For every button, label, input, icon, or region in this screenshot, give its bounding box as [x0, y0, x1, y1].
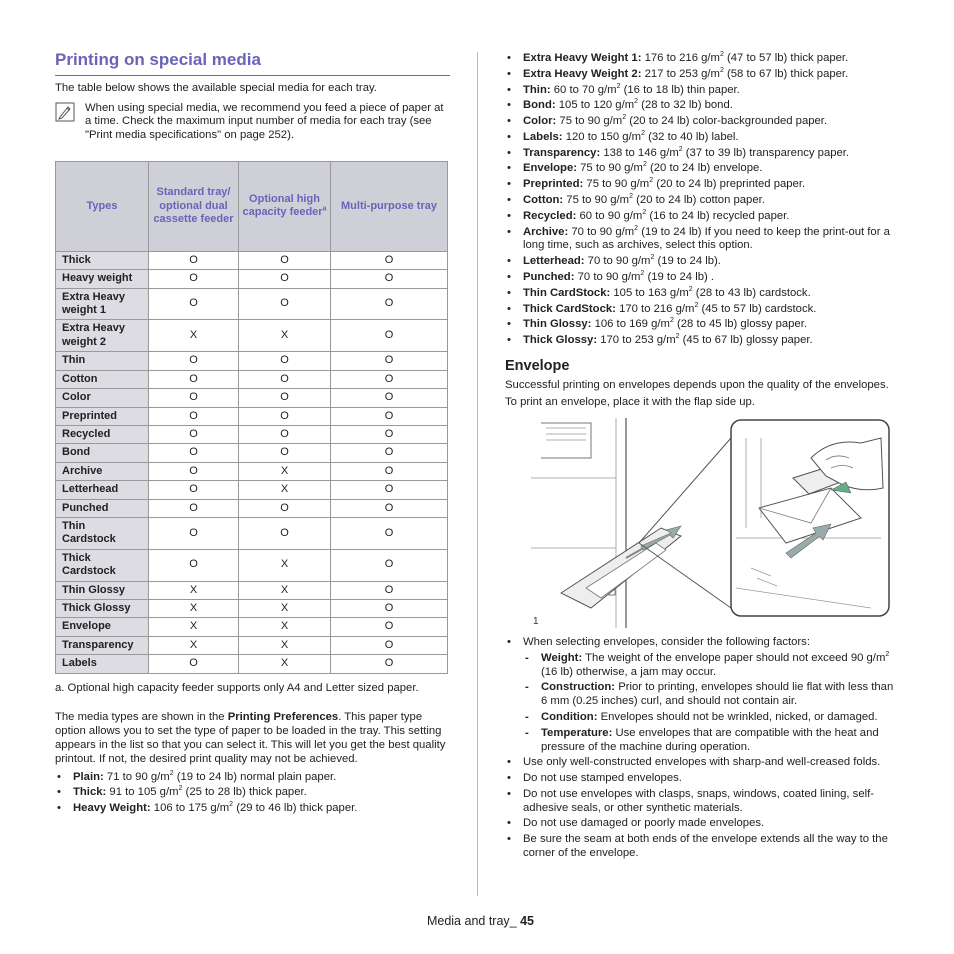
list-item: [505, 178, 900, 192]
media-type-cell: Recycled: [56, 425, 149, 443]
bullet-text-2: (37 to 39 lb) transparency paper.: [682, 146, 850, 159]
superscript: 2: [622, 114, 627, 122]
table-row: [56, 407, 448, 425]
list-item: [505, 334, 900, 348]
support-cell: O: [149, 370, 239, 388]
bullet-text: 106 to 175 g/m: [153, 802, 230, 815]
support-cell: O: [149, 517, 239, 549]
note-pencil-icon: [55, 102, 75, 122]
table-body: [56, 251, 448, 673]
bullet-text-2: (19 to 24 lb) .: [644, 270, 715, 283]
support-cell: O: [331, 407, 448, 425]
bullet-text: 71 to 90 g/m: [106, 770, 170, 783]
list-item: [505, 636, 900, 754]
support-cell: O: [239, 352, 331, 370]
support-cell: X: [239, 581, 331, 599]
bullet-text-2: (19 to 24 lb).: [654, 255, 721, 268]
list-item: [523, 681, 900, 709]
support-cell: O: [331, 425, 448, 443]
envelope-loading-illustration: [531, 418, 891, 628]
bullet-label: Extra Heavy Weight 1:: [523, 52, 642, 64]
left-bullet-list: [55, 771, 450, 816]
support-cell: O: [149, 352, 239, 370]
bullet-text: 75 to 90 g/m: [586, 178, 650, 191]
table-footnote: a. Optional high capacity feeder supports only A4 and Letter sized paper.: [55, 681, 419, 694]
list-item: • Use only well-constructed envelopes with sharp-and well-creased folds.: [505, 756, 900, 770]
support-cell: O: [331, 581, 448, 599]
bullet-text-2: (28 to 43 lb) cardstock.: [692, 286, 811, 299]
bullet-text-2: (29 to 46 lb) thick paper.: [233, 802, 358, 815]
bullet-text: 70 to 90 g/m: [587, 255, 651, 268]
table-row: [56, 270, 448, 288]
list-item: [505, 84, 900, 98]
footer-text: Media and tray_: [426, 914, 517, 928]
bullet-text: 70 to 90 g/m: [571, 225, 635, 238]
support-cell: O: [331, 320, 448, 352]
support-cell: O: [239, 517, 331, 549]
list-item: [505, 131, 900, 145]
support-cell: O: [149, 462, 239, 480]
list-item: [505, 303, 900, 317]
support-cell: O: [331, 270, 448, 288]
bullet-text-2: (47 to 57 lb) thick paper.: [723, 52, 849, 64]
superscript: 2: [169, 769, 174, 777]
list-item: [505, 210, 900, 224]
bullet-label: Thick CardStock:: [523, 302, 616, 315]
bullet-label: Thick:: [73, 786, 107, 799]
bullet-label: Punched:: [523, 270, 575, 283]
factor-label: Temperature:: [541, 726, 613, 739]
list-item: [523, 652, 900, 680]
list-item: [505, 226, 900, 254]
header-types: Types: [56, 161, 149, 251]
bullet-text-2: (16 to 24 lb) recycled paper.: [646, 209, 790, 222]
support-cell: X: [149, 581, 239, 599]
support-cell: O: [239, 499, 331, 517]
table-row: [56, 481, 448, 499]
support-cell: O: [331, 481, 448, 499]
factor-text: Prior to printing, envelopes should lie flat with less than 6 mm (0.25 inches) curl, and should not contain air.: [541, 681, 894, 708]
media-type-cell: Thin Glossy: [56, 581, 149, 599]
superscript: 2: [678, 145, 683, 153]
table-row: [56, 370, 448, 388]
support-cell: O: [331, 251, 448, 269]
support-cell: O: [239, 444, 331, 462]
superscript: 2: [634, 224, 639, 232]
envelope-para-2: To print an envelope, place it with the flap side up.: [505, 396, 755, 409]
superscript: 2: [229, 801, 234, 809]
table-row: [56, 352, 448, 370]
bullet-text: 106 to 169 g/m: [594, 318, 670, 331]
media-type-cell: Letterhead: [56, 481, 149, 499]
bullet-label: Letterhead:: [523, 255, 585, 268]
table-row: [56, 636, 448, 654]
table-row: [56, 599, 448, 617]
superscript: 2: [688, 285, 693, 293]
support-cell: O: [331, 462, 448, 480]
table-row: [56, 549, 448, 581]
media-type-cell: Thin Cardstock: [56, 517, 149, 549]
superscript: 2: [675, 333, 680, 341]
bullet-text-2: (58 to 67 lb) thick paper.: [723, 67, 849, 80]
media-type-cell: Transparency: [56, 636, 149, 654]
bullet-text-2: (19 to 24 lb) normal plain paper.: [173, 770, 337, 783]
media-type-cell: Archive: [56, 462, 149, 480]
note-text: When using special media, we recommend you feed a piece of paper at a time. Check the maximum input number of media for each tray (see "Print media specifications" on page 252).: [85, 101, 444, 142]
support-cell: O: [239, 389, 331, 407]
superscript: 2: [885, 651, 890, 659]
factor-text: Envelopes should not be wrinkled, nicked, or damaged.: [600, 711, 878, 723]
bullet-text-2: (28 to 45 lb) glossy paper.: [673, 318, 807, 331]
support-cell: X: [239, 599, 331, 617]
envelope-heading: Envelope: [505, 357, 570, 374]
support-cell: O: [149, 251, 239, 269]
bullet-text: 91 to 105 g/m: [109, 786, 179, 799]
support-cell: X: [149, 320, 239, 352]
bullet-text: 75 to 90 g/m: [566, 194, 630, 207]
support-cell: O: [331, 389, 448, 407]
media-type-cell: Extra Heavy weight 2: [56, 320, 149, 352]
bullet-label: Plain:: [73, 770, 104, 783]
list-item: [505, 162, 900, 176]
support-cell: O: [331, 444, 448, 462]
superscript: 2: [649, 177, 654, 185]
support-cell: X: [239, 655, 331, 673]
bullet-text-2: (20 to 24 lb) color-backgrounded paper.: [626, 115, 828, 128]
table-row: [56, 462, 448, 480]
support-cell: O: [149, 481, 239, 499]
bullet-text: 176 to 216 g/m: [644, 52, 720, 64]
superscript: 2: [629, 193, 634, 201]
bullet-label: Thick Glossy:: [523, 334, 598, 347]
bullet-text: 217 to 253 g/m: [644, 67, 720, 80]
page-number: 45: [520, 914, 534, 928]
support-cell: O: [149, 425, 239, 443]
list-item: [55, 786, 450, 800]
support-cell: O: [149, 655, 239, 673]
factor-label: Condition:: [541, 711, 598, 723]
media-table: [55, 161, 448, 674]
factors-intro: When selecting envelopes, consider the following factors:: [523, 636, 810, 649]
bullet-text: 60 to 70 g/m: [553, 83, 617, 96]
footnote-mark: a: [322, 205, 327, 213]
support-cell: X: [239, 481, 331, 499]
page-title: Printing on special media: [55, 50, 450, 76]
support-cell: O: [239, 370, 331, 388]
media-type-cell: Bond: [56, 444, 149, 462]
superscript: 2: [178, 785, 183, 793]
media-type-cell: Punched: [56, 499, 149, 517]
bullet-label: Bond:: [523, 99, 556, 112]
bullet-label: Preprinted:: [523, 178, 584, 191]
support-cell: O: [331, 370, 448, 388]
table-row: [56, 581, 448, 599]
header-optional-hcf: [239, 161, 331, 251]
list-item: [505, 147, 900, 161]
support-cell: O: [149, 407, 239, 425]
envelope-factors-list: [505, 636, 900, 754]
superscript: 2: [719, 67, 724, 75]
table-header-row: [56, 161, 448, 251]
support-cell: X: [239, 618, 331, 636]
envelope-para-1: Successful printing on envelopes depends upon the quality of the envelopes.: [505, 378, 889, 391]
list-item: [505, 99, 900, 113]
list-item: [505, 287, 900, 301]
left-column: [55, 50, 450, 818]
list-item: [55, 771, 450, 785]
right-column: [505, 52, 900, 863]
bullet-label: Thin CardStock:: [523, 286, 611, 299]
media-para-text: The media types are shown in the: [55, 711, 228, 724]
superscript: 2: [669, 317, 674, 325]
bullet-text-2: (19 to 24 lb) If you need to keep the print-out for a long time, such as archives, select this option.: [523, 225, 890, 252]
bullet-text-2: (20 to 24 lb) envelope.: [646, 162, 763, 175]
list-item: • Do not use stamped envelopes.: [505, 772, 900, 786]
bullet-text-2: (45 to 57 lb) cardstock.: [698, 302, 817, 315]
bullet-text: 170 to 216 g/m: [619, 302, 695, 315]
table-row: [56, 618, 448, 636]
support-cell: O: [331, 636, 448, 654]
bullet-label: Heavy Weight:: [73, 802, 151, 815]
media-type-cell: Envelope: [56, 618, 149, 636]
superscript: 2: [640, 270, 645, 278]
list-item: [505, 68, 900, 82]
bullet-label: Thin Glossy:: [523, 318, 592, 331]
list-item: [505, 115, 900, 129]
media-type-cell: Color: [56, 389, 149, 407]
factor-text: The weight of the envelope paper should not exceed 90 g/m: [585, 651, 886, 664]
list-item: • Do not use envelopes with clasps, snaps, windows, coated lining, self-adhesive seals, or other synthetic materials.: [505, 788, 900, 816]
superscript: 2: [616, 82, 621, 90]
support-cell: X: [149, 599, 239, 617]
bullet-label: Archive:: [523, 225, 569, 238]
support-cell: O: [239, 288, 331, 320]
media-type-cell: Thick Cardstock: [56, 549, 149, 581]
header-multi-purpose-tray: Multi-purpose tray: [331, 161, 448, 251]
note-box: [55, 102, 450, 143]
media-para-bold: Printing Preferences: [227, 711, 339, 724]
bullet-label: Extra Heavy Weight 2:: [523, 67, 642, 80]
intro-text: The table below shows the available special media for each tray.: [55, 81, 377, 94]
superscript: 2: [694, 301, 699, 309]
support-cell: O: [149, 270, 239, 288]
support-cell: O: [331, 655, 448, 673]
bullet-label: Labels:: [523, 130, 563, 143]
support-cell: O: [149, 288, 239, 320]
bullet-text: 170 to 253 g/m: [600, 334, 676, 347]
bullet-label: Recycled:: [523, 209, 577, 222]
support-cell: O: [331, 499, 448, 517]
superscript: 2: [642, 209, 647, 217]
bullet-text-2: (20 to 24 lb) preprinted paper.: [653, 178, 806, 191]
support-cell: O: [149, 444, 239, 462]
bullet-text-2: (32 to 40 lb) label.: [644, 130, 739, 143]
list-item: [505, 271, 900, 285]
factor-text-2: (16 lb) otherwise, a jam may occur.: [541, 665, 717, 678]
bullet-text: 138 to 146 g/m: [603, 146, 679, 159]
bullet-text: 105 to 120 g/m: [558, 99, 635, 112]
support-cell: O: [149, 499, 239, 517]
list-item: [523, 711, 900, 725]
media-para-text-2: . This paper type option allows you to set the type of paper to be loaded in the tray. This setting appears in the list so that you can select it. This will let you get the best quality printout. If not, the desired print quality may not be achieved.: [55, 711, 446, 765]
bullet-label: Transparency:: [523, 146, 601, 159]
media-type-cell: Heavy weight: [56, 270, 149, 288]
media-type-cell: Cotton: [56, 370, 149, 388]
media-type-cell: Thin: [56, 352, 149, 370]
bullet-label: Color:: [523, 115, 557, 128]
media-type-cell: Thick: [56, 251, 149, 269]
bullet-text-2: (28 to 32 lb) bond.: [638, 99, 733, 112]
table-row: [56, 655, 448, 673]
header-optional-hcf-label: Optional high capacity feeder: [242, 192, 323, 219]
media-type-cell: Thick Glossy: [56, 599, 149, 617]
support-cell: O: [331, 618, 448, 636]
support-cell: X: [239, 462, 331, 480]
media-type-cell: Preprinted: [56, 407, 149, 425]
superscript: 2: [641, 130, 645, 138]
support-cell: O: [239, 270, 331, 288]
support-cell: O: [331, 352, 448, 370]
list-item: [505, 318, 900, 332]
list-item: [505, 194, 900, 208]
support-cell: O: [331, 517, 448, 549]
support-cell: O: [331, 599, 448, 617]
support-cell: X: [149, 618, 239, 636]
list-item: [505, 255, 900, 269]
support-cell: O: [239, 425, 331, 443]
support-cell: X: [149, 636, 239, 654]
table-row: [56, 389, 448, 407]
superscript: 2: [650, 254, 655, 262]
support-cell: O: [149, 389, 239, 407]
support-cell: O: [331, 549, 448, 581]
bullet-label: Thin:: [523, 83, 551, 96]
list-item: • Be sure the seam at both ends of the envelope extends all the way to the corner of the envelope.: [505, 833, 900, 861]
factor-label: Construction:: [541, 681, 616, 694]
support-cell: O: [149, 549, 239, 581]
support-cell: X: [239, 636, 331, 654]
right-bullet-list: [505, 52, 900, 348]
bullet-text: 120 to 150 g/m: [565, 130, 642, 143]
list-item: [55, 802, 450, 816]
table-row: [56, 517, 448, 549]
superscript: 2: [719, 51, 724, 59]
bullet-label: Cotton:: [523, 194, 564, 207]
figure-number: 1: [533, 616, 539, 628]
factor-label: Weight:: [541, 651, 583, 664]
bullet-text-2: (25 to 28 lb) thick paper.: [182, 786, 307, 799]
page-footer: [427, 914, 534, 929]
superscript: 2: [634, 98, 639, 106]
table-row: [56, 444, 448, 462]
bullet-label: Envelope:: [523, 162, 577, 175]
media-type-cell: Labels: [56, 655, 149, 673]
factor-sublist: [523, 652, 900, 754]
list-item: [523, 727, 900, 755]
envelope-guideline-list: [505, 756, 900, 860]
list-item: [505, 52, 900, 66]
media-types-paragraph: [55, 711, 450, 766]
table-row: [56, 288, 448, 320]
media-type-cell: Extra Heavy weight 1: [56, 288, 149, 320]
support-cell: X: [239, 549, 331, 581]
table-row: [56, 425, 448, 443]
column-divider: [477, 52, 478, 896]
bullet-text-2: (20 to 24 lb) cotton paper.: [633, 194, 765, 207]
table-row: [56, 320, 448, 352]
support-cell: O: [331, 288, 448, 320]
support-cell: O: [239, 407, 331, 425]
bullet-text: 75 to 90 g/m: [559, 115, 623, 128]
header-standard-tray: Standard tray/ optional dual cassette feeder: [149, 161, 239, 251]
support-cell: X: [239, 320, 331, 352]
bullet-text: 75 to 90 g/m: [580, 162, 643, 175]
bullet-text: 105 to 163 g/m: [613, 286, 689, 299]
support-cell: O: [239, 251, 331, 269]
bullet-text-2: (45 to 67 lb) glossy paper.: [679, 334, 813, 347]
superscript: 2: [642, 161, 647, 169]
factor-text: Use envelopes that are compatible with the heat and pressure of the machine during operation.: [541, 726, 879, 753]
list-item: • Do not use damaged or poorly made envelopes.: [505, 817, 900, 831]
printer-envelope-image: [531, 418, 891, 628]
table-row: [56, 499, 448, 517]
table-row: [56, 251, 448, 269]
bullet-text-2: (16 to 18 lb) thin paper.: [620, 83, 740, 96]
bullet-text: 60 to 90 g/m: [579, 209, 643, 222]
bullet-text: 70 to 90 g/m: [577, 270, 641, 283]
